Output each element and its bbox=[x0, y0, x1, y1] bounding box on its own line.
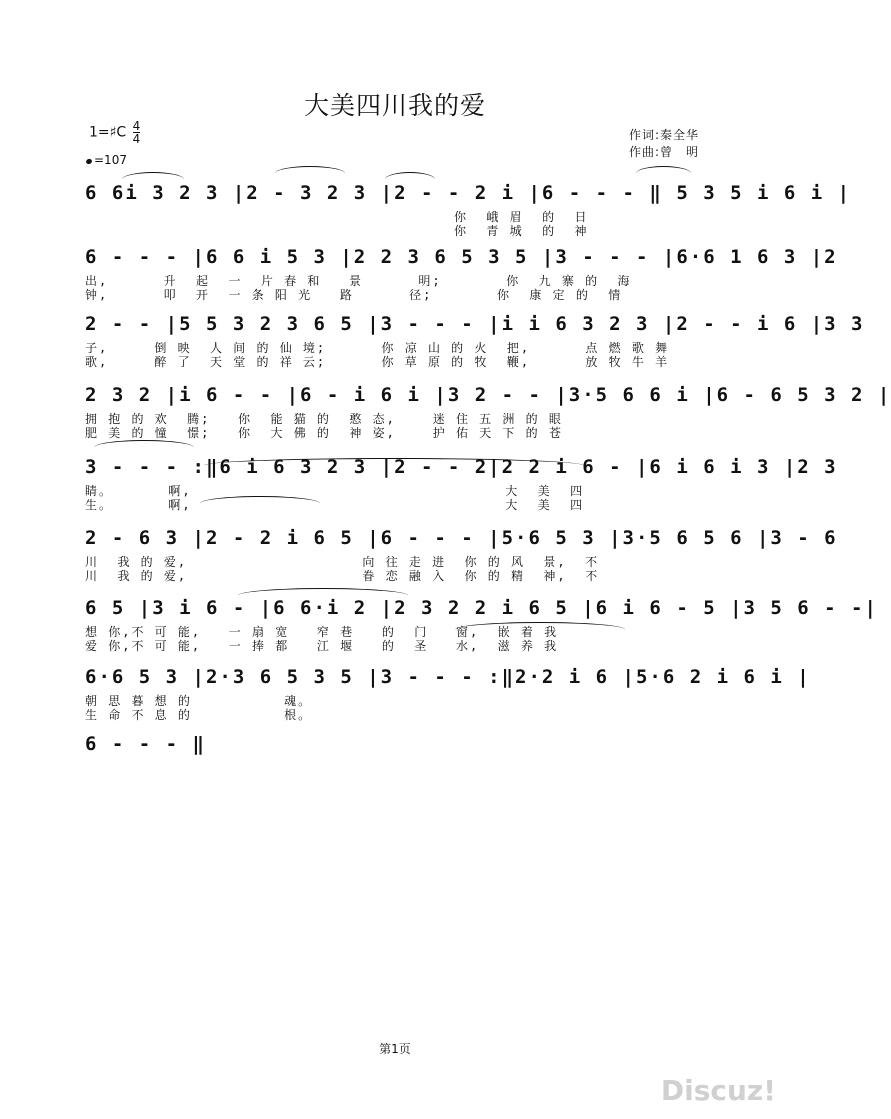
notation-line: 3 - - - :‖6 i 6 3 2 3 |2 - - 2|2 2 i 6 - |6 i 6 i 3 |2 3 bbox=[85, 456, 838, 478]
lyric-line-1: 朝 思 暮 想 的 魂。 bbox=[85, 694, 313, 708]
slur-arc bbox=[200, 496, 320, 511]
key-prefix: 1= bbox=[89, 124, 110, 141]
slur-arc bbox=[204, 458, 584, 473]
lyric-line-1: 你 峨 眉 的 日 bbox=[85, 210, 589, 224]
notation-line: 2 - - |5 5 3 2 3 6 5 |3 - - - |i i 6 3 2 3 |2 - - i 6 |3 3 bbox=[85, 313, 865, 335]
quarter-note-icon bbox=[85, 158, 92, 165]
lyric-line-2: 歌, 醉 了 天 堂 的 祥 云; 你 草 原 的 牧 鞭, 放 牧 牛 羊 bbox=[85, 355, 670, 369]
slur-arc bbox=[275, 166, 345, 181]
lyric-line-2: 生 命 不 息 的 根。 bbox=[85, 708, 313, 722]
page-number: 第1页 bbox=[379, 1042, 411, 1056]
lyric-line-1: 出, 升 起 一 片 春 和 景 明; 你 九 寨 的 海 bbox=[85, 274, 632, 288]
tempo-text: =107 bbox=[94, 153, 127, 167]
lyric-line-2: 你 青 城 的 神 bbox=[85, 224, 589, 238]
notation-line: 6 - - - ‖ bbox=[85, 733, 206, 755]
notation-line: 6 6i 3 2 3 |2 - 3 2 3 |2 - - 2 i |6 - - - ‖ 5 3 5 i 6 i | bbox=[85, 182, 852, 204]
song-title: 大美四川我的爱 bbox=[303, 91, 486, 120]
lyricist-credit: 作词:秦全华 bbox=[629, 128, 700, 142]
lyric-line-2: 肥 美 的 憧 憬; 你 大 佛 的 神 姿, 护 佑 天 下 的 苍 bbox=[85, 426, 563, 440]
tempo-mark bbox=[86, 153, 127, 167]
slur-arc bbox=[122, 172, 184, 187]
key-signature bbox=[89, 120, 140, 145]
slur-arc bbox=[636, 166, 691, 181]
notation-line: 2 3 2 |i 6 - - |6 - i 6 i |3 2 - - |3·5 6 6 i |6 - 6 5 3 2 | bbox=[85, 384, 891, 406]
notation-line: 6 5 |3 i 6 - |6 6·i 2 |2 3 2 2 i 6 5 |6 i 6 - 5 |3 5 6 - -| bbox=[85, 597, 878, 619]
composer-credit: 作曲:曾 明 bbox=[629, 145, 700, 159]
lyric-line-1: 拥 抱 的 欢 腾; 你 能 猫 的 憨 态, 迷 住 五 洲 的 眼 bbox=[85, 412, 563, 426]
discuz-watermark: Discuz! bbox=[660, 1074, 776, 1107]
lyric-line-2: 爱 你,不 可 能, 一 捧 都 江 堰 的 圣 水, 滋 养 我 bbox=[85, 639, 559, 653]
lyric-line-1: 川 我 的 爱, 向 往 走 进 你 的 风 景, 不 bbox=[85, 555, 600, 569]
lyric-line-2: 生。 啊, 大 美 四 bbox=[85, 498, 585, 512]
time-signature bbox=[133, 120, 141, 145]
notation-line: 6·6 5 3 |2·3 6 5 3 5 |3 - - - :‖2·2 i 6 |5·6 2 i 6 i | bbox=[85, 666, 811, 688]
slur-arc bbox=[455, 622, 625, 637]
lyric-line-2: 川 我 的 爱, 眷 恋 融 入 你 的 精 神, 不 bbox=[85, 569, 600, 583]
time-beats: 4 bbox=[132, 119, 141, 133]
key-sharp: ♯C bbox=[109, 124, 127, 141]
lyric-line-1: 想 你,不 可 能, 一 扇 宽 窄 巷 的 门 窗, 嵌 着 我 bbox=[85, 625, 559, 639]
lyric-line-1: 子, 倒 映 人 间 的 仙 境; 你 凉 山 的 火 把, 点 燃 歌 舞 bbox=[85, 341, 670, 355]
slur-arc bbox=[385, 172, 435, 187]
slur-arc bbox=[238, 588, 408, 603]
lyric-line-1: 睛。 啊, 大 美 四 bbox=[85, 484, 585, 498]
notation-line: 6 - - - |6 6 i 5 3 |2 2 3 6 5 3 5 |3 - - - |6·6 1 6 3 |2 bbox=[85, 246, 838, 268]
slur-arc bbox=[94, 440, 194, 455]
time-unit: 4 bbox=[132, 132, 141, 146]
notation-line: 2 - 6 3 |2 - 2 i 6 5 |6 - - - |5·6 5 3 |3·5 6 5 6 |3 - 6 bbox=[85, 527, 838, 549]
lyric-line-2: 钟, 叩 开 一 条 阳 光 路 径; 你 康 定 的 情 bbox=[85, 288, 623, 302]
